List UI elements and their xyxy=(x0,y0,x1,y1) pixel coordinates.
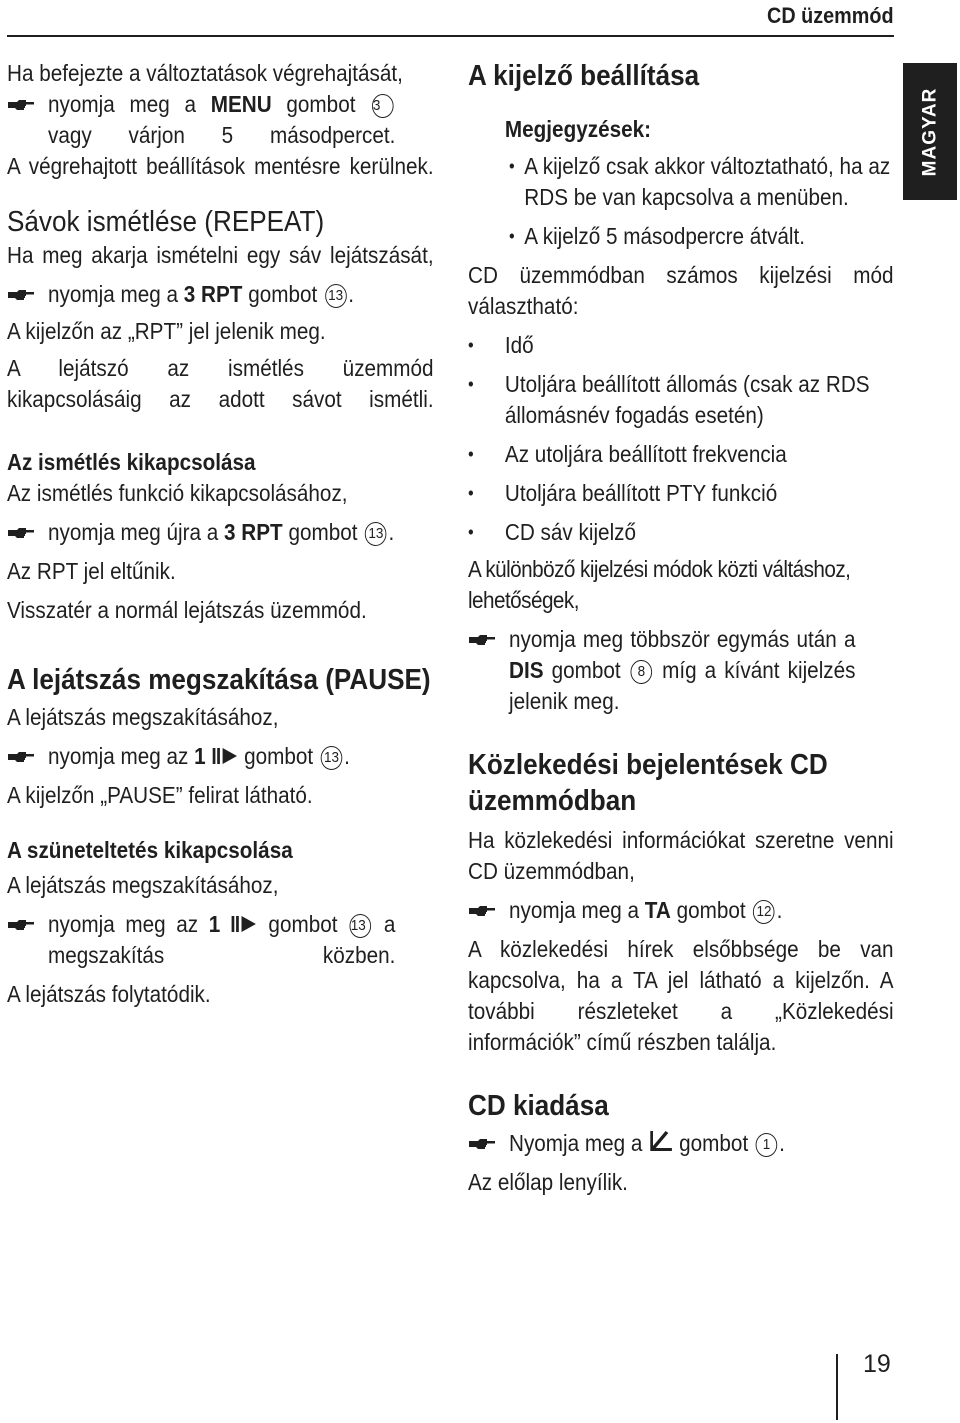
repeat-off-result-2: Visszatér a normál lejátszás üzemmód. xyxy=(7,597,367,623)
pointing-hand-icon xyxy=(7,909,48,940)
repeat-description: A lejátszó az ismétlés üzemmód kikapcsolásáig az adott sávot ismétli. xyxy=(7,355,434,412)
play-pause-icon xyxy=(211,746,238,766)
pointing-hand-icon xyxy=(7,89,48,120)
button-number-badge: 12 xyxy=(753,900,775,924)
notes-heading: Megjegyzések: xyxy=(504,116,652,142)
mode-item: • Idő xyxy=(468,330,930,361)
pause-off-heading: A szüneteltetés kikapcsolása xyxy=(7,837,293,863)
pause-off-result: A lejátszás folytatódik. xyxy=(7,981,211,1007)
mode-item: • Utoljára beállított PTY funkció xyxy=(468,478,930,509)
step-text: Nyomja meg a gombot 1 . xyxy=(509,1130,785,1156)
step-text: nyomja meg a TA gombot 12 . xyxy=(509,897,783,923)
header-rule xyxy=(7,35,894,37)
button-number-badge: 8 xyxy=(631,660,653,684)
pause-display-text: A kijelzőn „PAUSE” felirat látható. xyxy=(7,782,313,808)
pointing-hand-icon xyxy=(7,741,48,772)
pause-off-step xyxy=(7,909,434,971)
repeat-step xyxy=(7,279,434,310)
repeat-off-step xyxy=(7,517,434,548)
pause-off-intro: A lejátszás megszakításához, xyxy=(7,872,279,898)
left-column xyxy=(7,58,434,1010)
mode-item: • Az utoljára beállított frekvencia xyxy=(468,439,930,470)
note-item: • A kijelző 5 másodpercre átvált. xyxy=(509,221,909,252)
pointing-hand-icon xyxy=(7,279,48,310)
step-text: nyomja meg újra a 3 RPT gombot 13 . xyxy=(48,519,395,545)
display-step xyxy=(468,624,894,717)
display-intro: CD üzemmódban számos kijelzési mód választható: xyxy=(468,262,894,319)
pointing-hand-icon xyxy=(468,624,509,655)
eject-step xyxy=(468,1128,894,1159)
page-number-rule xyxy=(836,1354,838,1420)
intro-text: Ha befejezte a változtatások végrehajtását, xyxy=(7,60,403,86)
note-item: • A kijelző csak akkor változtatható, ha az RDS be van kapcsolva a menüben. xyxy=(509,151,909,213)
step-text: nyomja meg a 3 RPT gombot 13 . xyxy=(48,281,354,307)
traffic-intro: Ha közlekedési információkat szeretne venni CD üzemmódban, xyxy=(468,827,894,884)
eject-icon xyxy=(648,1129,673,1153)
repeat-display-text: A kijelzőn az „RPT” jel jelenik meg. xyxy=(7,318,326,344)
step-text: nyomja meg többször egymás után a DIS gombot 8 míg a kívánt kijelzés jelenik meg. xyxy=(509,626,856,714)
pause-step xyxy=(7,741,434,772)
intro-result-text: A végrehajtott beállítások mentésre kerülnek. xyxy=(7,153,434,179)
button-number-badge: 13 xyxy=(350,914,372,938)
right-column xyxy=(468,58,894,1198)
traffic-heading: Közlekedési bejelentések CD üzemmódban xyxy=(468,749,828,817)
repeat-intro: Ha meg akarja ismételni egy sáv lejátszását, xyxy=(7,242,434,268)
pointing-hand-icon xyxy=(468,895,509,926)
eject-result: Az előlap lenyílik. xyxy=(468,1169,628,1195)
traffic-step xyxy=(468,895,894,926)
repeat-off-result: Az RPT jel eltűnik. xyxy=(7,558,176,584)
display-modes-list xyxy=(468,330,894,548)
button-number-badge: 13 xyxy=(325,284,347,308)
pause-heading: A lejátszás megszakítása (PAUSE) xyxy=(7,664,431,696)
step-text: nyomja meg az 1 gombot 13 . xyxy=(48,743,350,769)
pointing-hand-icon xyxy=(7,517,48,548)
button-number-badge: 13 xyxy=(365,522,387,546)
traffic-description: A közlekedési hírek elsőbbsége be van kapcsolva, ha a TA jel látható a kijelzőn. A további részleteket a „Közlekedési információk” című részben találja. xyxy=(468,936,894,1055)
play-pause-icon xyxy=(231,914,258,934)
button-number-badge: 3 xyxy=(372,94,394,118)
repeat-off-intro: Az ismétlés funkció kikapcsolásához, xyxy=(7,480,348,506)
page-number: 19 xyxy=(863,1350,891,1378)
repeat-off-heading: Az ismétlés kikapcsolása xyxy=(7,449,256,475)
mode-item: • CD sáv kijelző xyxy=(468,517,930,548)
mode-item: • Utoljára beállított állomás (csak az RDS állomásnév fogadás esetén) xyxy=(468,369,930,431)
display-heading: A kijelző beállítása xyxy=(468,60,700,92)
pointing-hand-icon xyxy=(468,1128,509,1159)
instruction-step xyxy=(7,89,434,151)
menu-button-label: MENU xyxy=(210,91,272,117)
display-switch-text: A különböző kijelzési módok közti váltáshoz, lehetőségek, xyxy=(468,556,851,613)
pause-intro: A lejátszás megszakításához, xyxy=(7,704,279,730)
repeat-heading: Sávok ismétlése (REPEAT) xyxy=(7,206,325,238)
step-text: nyomja meg a MENU gombot 3 vagy várjon 5 másodpercet. xyxy=(48,91,396,148)
eject-heading: CD kiadása xyxy=(468,1090,609,1122)
notes-list xyxy=(468,151,894,252)
language-tab-label: MAGYAR xyxy=(919,87,941,176)
section-header-title: CD üzemmód xyxy=(767,3,894,28)
step-text: nyomja meg az 1 gombot 13 a megszakítás közben. xyxy=(48,911,396,968)
button-number-badge: 1 xyxy=(756,1133,778,1157)
button-number-badge: 13 xyxy=(321,746,343,770)
